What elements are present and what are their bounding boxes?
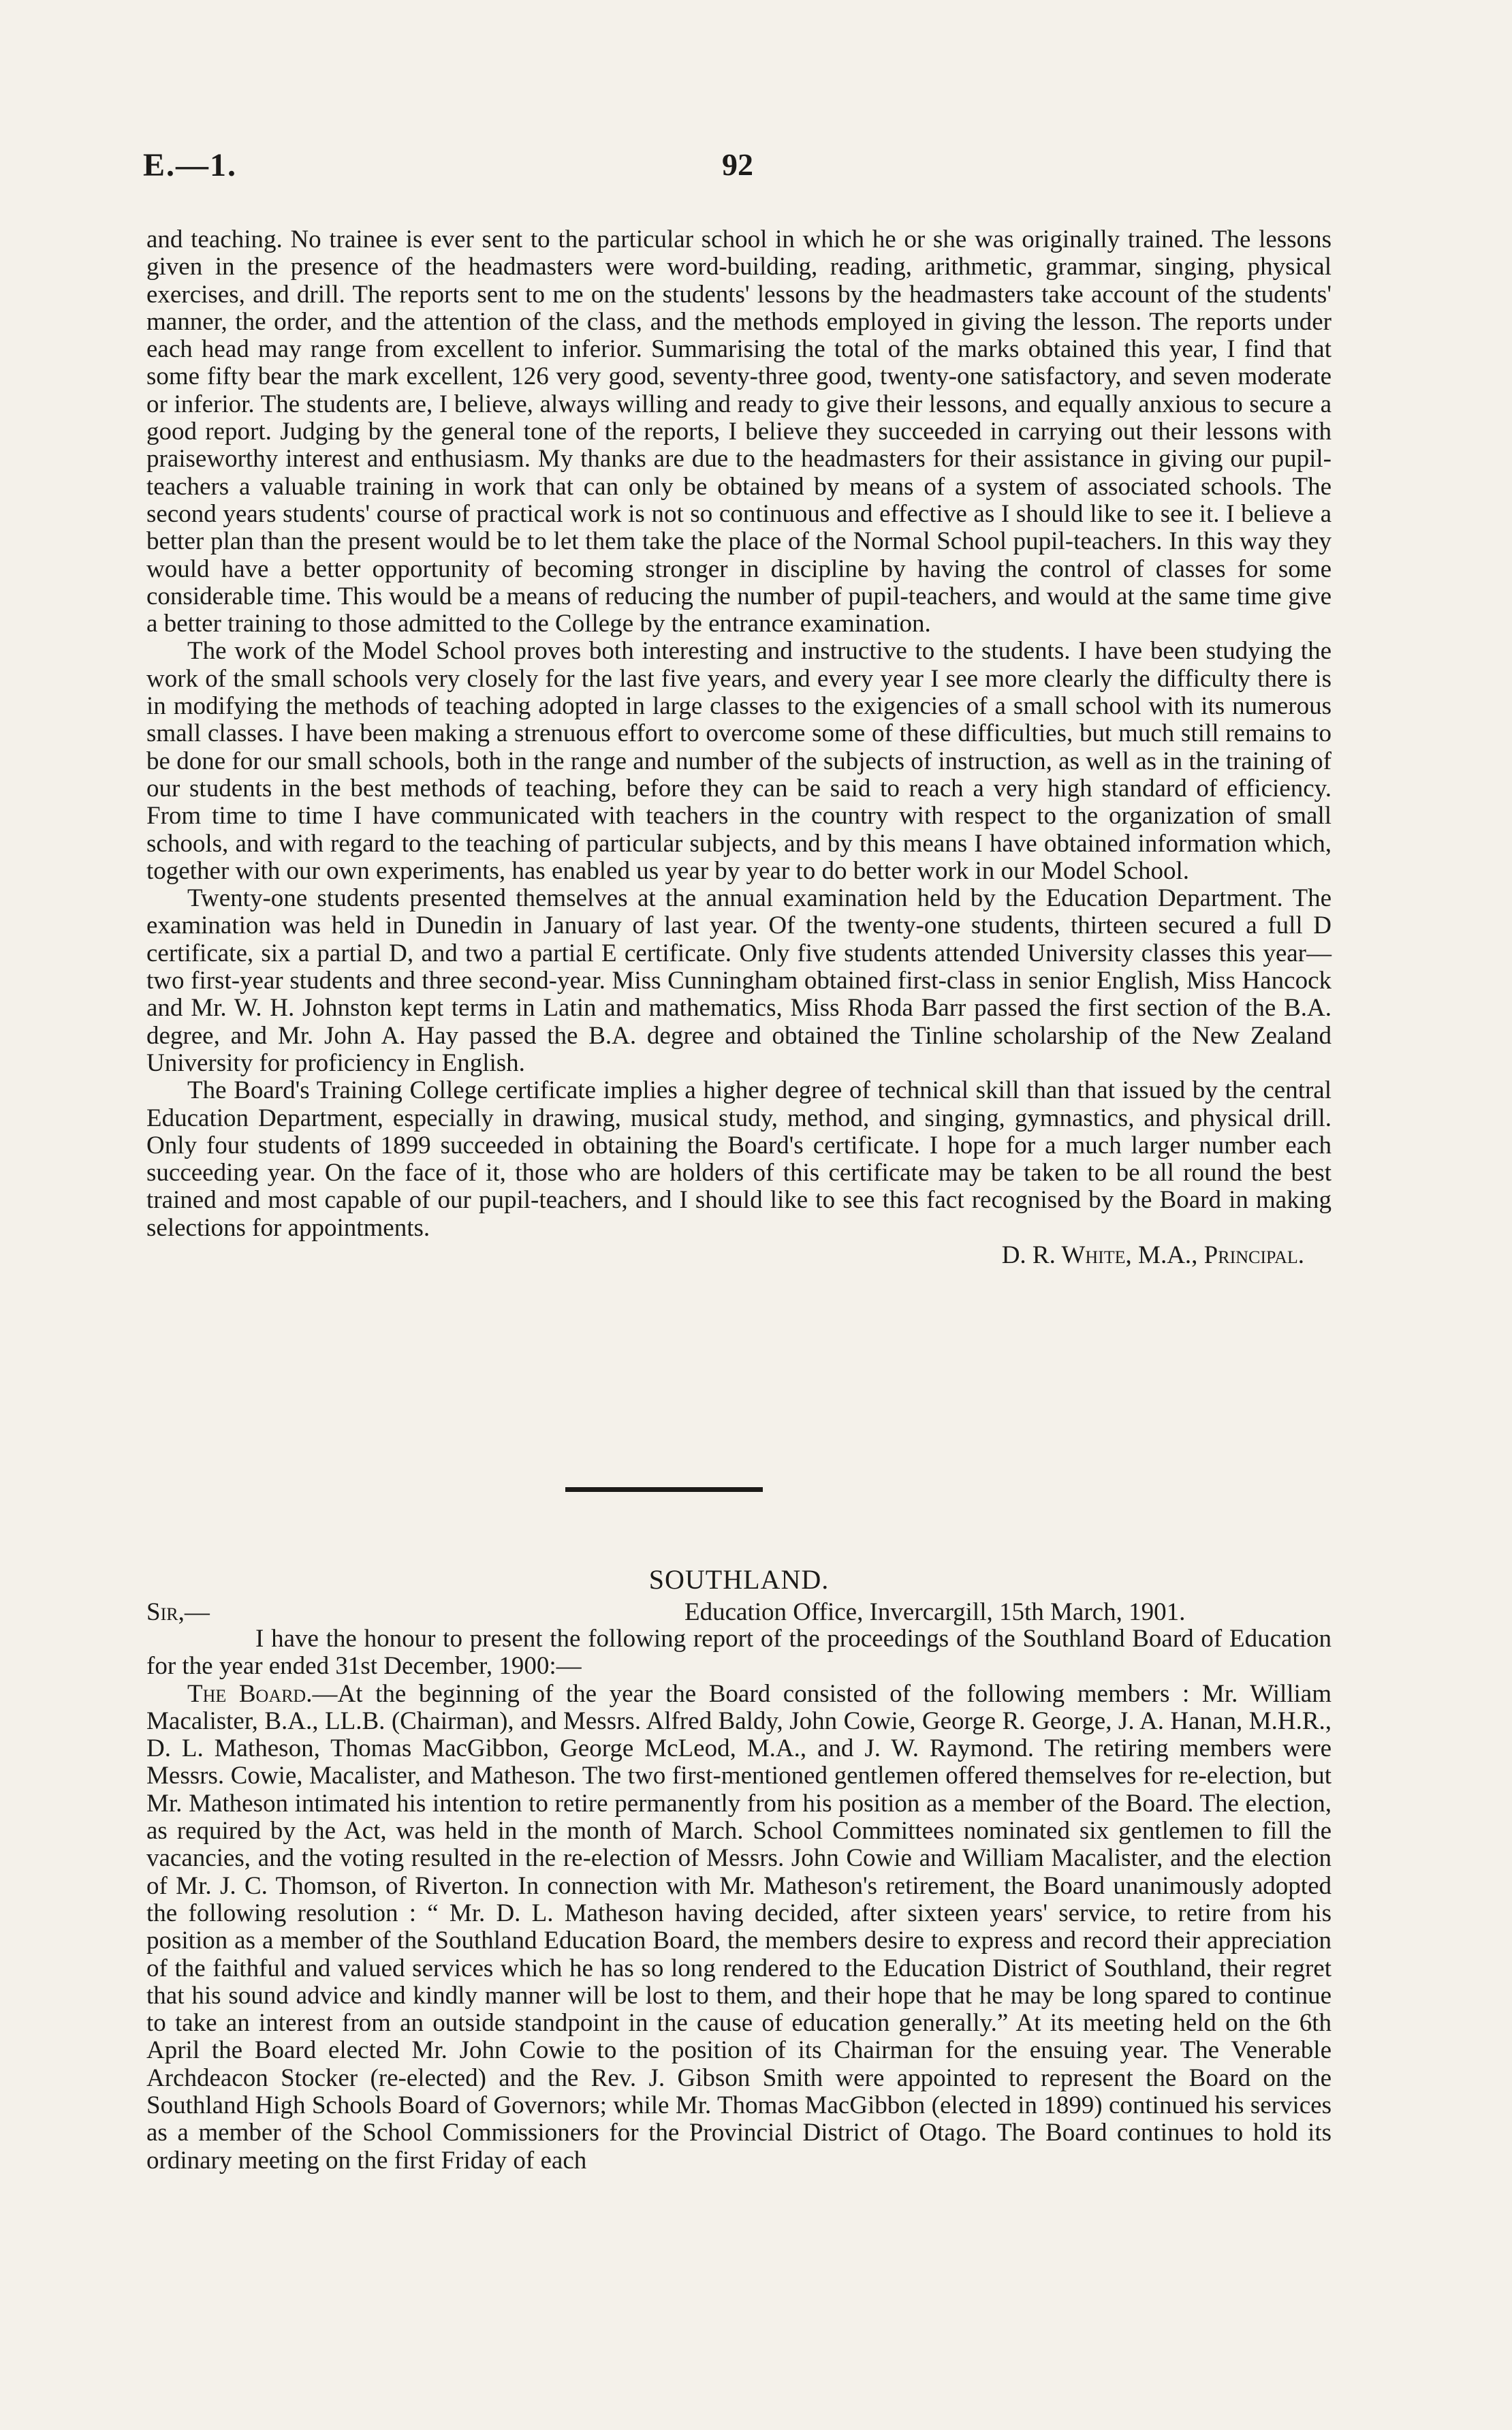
- page-header: [143, 146, 1342, 194]
- paragraph-model-school: The work of the Model School proves both interesting and instructive to the students. I have been studying the work of the small schools very closely for the last five years, and every year I see more clearly the difficulty there is in modifying the methods of teaching adopted in large classes to the exigencies of a small school with its numerous small classes. I have been making a strenuous effort to overcome some of these difficulties, but much still remains to be done for our small schools, both in the range and number of the subjects of instruction, as well as in the training of our students in the best methods of teaching, before they can be said to reach a very high standard of efficiency. From time to time I have communicated with teachers in the country with respect to the organization of small schools, and with regard to the teaching of particular subjects, and by this means I have obtained information which, together with our own experiments, has enabled us year by year to do better work in our Model School.: [146, 637, 1332, 885]
- section-divider: [565, 1487, 763, 1492]
- board-heading: The Board.: [187, 1679, 313, 1708]
- section-title: SOUTHLAND.: [648, 1564, 830, 1595]
- salutation: Sir,—: [146, 1598, 210, 1626]
- page-number: 92: [722, 147, 753, 182]
- principal-signature: D. R. White, M.A., Principal.: [1001, 1241, 1304, 1269]
- paragraph-introduction: I have the honour to present the following report of the proceedings of the Southland Board of Education for the year ended 31st December, 1900:—: [146, 1625, 1332, 1681]
- training-college-report: [146, 226, 1332, 1446]
- paragraph-examination-results: Twenty-one students presented themselves at the annual examination held by the Education Department. The examination was held in Dunedin in January of last year. Of the twenty-one students, thirteen secured a full D certificate, six a partial D, and two a partial E certificate. Only five students attended University classes this year—two first-year students and three second-year. Miss Cunningham obtained first-class in senior English, Miss Hancock and Mr. W. H. Johnston kept terms in Latin and mathematics, Miss Rhoda Barr passed the first section of the B.A. degree, and Mr. John A. Hay passed the B.A. degree and obtained the Tinline scholarship of the New Zealand University for proficiency in English.: [146, 884, 1332, 1077]
- paragraph-the-board: [146, 1681, 1332, 2175]
- document-reference: E.—1.: [143, 147, 238, 183]
- dateline: Education Office, Invercargill, 15th March, 1901.: [684, 1598, 1186, 1626]
- board-text: —At the beginning of the year the Board consisted of the following members : Mr. William Macalister, B.A., LL.B. (Chairman), and Messrs. Alfred Baldy, John Cowie, George R. George, J. A. Hanan, M.H.R., D. L. Matheson, Thomas MacGibbon, George McLeod, M.A., and J. W. Raymond. The retiring members were Messrs. Cowie, Macalister, and Matheson. The two first-mentioned gentlemen offered themselves for re-election, but Mr. Matheson intimated his intention to retire permanently from his position as a member of the Board. The election, as required by the Act, was held in the month of March. School Committees nominated six gentlemen to fill the vacancies, and the voting resulted in the re-election of Messrs. John Cowie and William Macalister, and the election of Mr. J. C. Thomson, of Riverton. In connection with Mr. Matheson's retirement, the Board unanimously adopted the following resolution : “ Mr. D. L. Matheson having decided, after sixteen years' service, to retire from his position as a member of the Southland Education Board, the members desire to express and record their appreciation of the faithful and valued services which he has so long rendered to the Education District of Southland, their regret that his sound advice and kindly manner will be lost to them, and their hope that he may be long spared to continue to take an interest from an outside standpoint in the cause of education generally.” At its meeting held on the 6th April the Board elected Mr. John Cowie to the position of its Chairman for the ensuing year. The Venerable Archdeacon Stocker (re-elected) and the Rev. J. Gibson Smith were appointed to represent the Board on the Southland High Schools Board of Governors; while Mr. Thomas MacGibbon (elected in 1899) continued his services as a member of the School Commissioners for the Provincial District of Otago. The Board continues to hold its ordinary meeting on the first Friday of each: [146, 1679, 1332, 2175]
- paragraph-practice-teaching: and teaching. No trainee is ever sent to the particular school in which he or she was originally trained. The lessons given in the presence of the headmasters were word-building, reading, arithmetic, grammar, singing, physical exercises, and drill. The reports sent to me on the students' lessons by the headmasters take account of the students' manner, the order, and the attention of the class, and the methods employed in giving the lesson. The reports under each head may range from excellent to inferior. Summarising the total of the marks obtained this year, I find that some fifty bear the mark excellent, 126 very good, seventy-three good, twenty-one satisfactory, and seven moderate or inferior. The students are, I believe, always willing and ready to give their lessons, and equally anxious to secure a good report. Judging by the general tone of the reports, I believe they succeeded in carrying out their lessons with praiseworthy interest and enthusiasm. My thanks are due to the headmasters for their assistance in giving our pupil-teachers a valuable training in work that can only be obtained by means of a system of associated schools. The second years students' course of practical work is not so continuous and effective as I should like to see it. I believe a better plan than the present would be to let them take the place of the Normal School pupil-teachers. In this way they would have a better opportunity of becoming stronger in discipline by having the control of classes for some considerable time. This would be a means of reducing the number of pupil-teachers, and would at the same time give a better training to those admitted to the College by the entrance examination.: [146, 225, 1332, 638]
- paragraph-board-certificate: The Board's Training College certificate implies a higher degree of technical skill than that issued by the central Education Department, especially in drawing, musical study, method, and singing, gymnastics, and physical drill. Only four students of 1899 succeeded in obtaining the Board's certificate. I hope for a much larger number each succeeding year. On the face of it, those who are holders of this certificate may be taken to be all round the best trained and most capable of our pupil-teachers, and I should like to see this fact recognised by the Board in making selections for appointments.: [146, 1076, 1332, 1242]
- southland-report: [146, 1625, 1332, 2273]
